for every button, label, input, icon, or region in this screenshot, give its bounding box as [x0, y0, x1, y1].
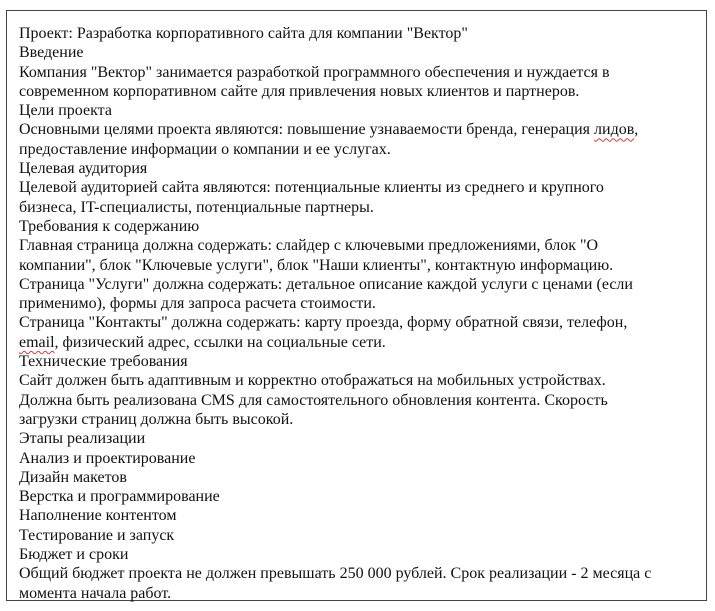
technical-requirements-line: Сайт должен быть адаптивным и корректно отображаться на мобильных устройствах. — [19, 372, 606, 390]
content-requirements-line: Главная страница должна содержать: слайдер с ключевыми предложениями, блок "О — [19, 237, 599, 255]
technical-requirements-line: Должна быть реализована CMS для самостоятельного обновления контента. Скорость — [19, 391, 608, 409]
technical-requirements-line: загрузки страниц должна быть высокой. — [19, 410, 294, 428]
goals-line: предоставление информации о компании и ее услугах. — [19, 140, 391, 158]
content-requirements-line — [19, 333, 709, 352]
content-requirements-line: применимо), формы для запроса расчета стоимости. — [19, 295, 376, 313]
audience-line: бизнеса, IT-специалисты, потенциальные партнеры. — [19, 198, 374, 216]
introduction-line: современном корпоративном сайте для привлечения новых клиентов и партнеров. — [19, 82, 580, 100]
stage-item: Дизайн макетов — [19, 468, 127, 486]
text-run: Основными целями проекта являются: повышение узнаваемости бренда, генерация — [19, 121, 595, 139]
content-requirements-line: Страница "Контакты" должна содержать: карту проезда, форму обратной связи, телефон, — [19, 314, 628, 332]
spellcheck-flagged-word[interactable]: email — [19, 333, 55, 351]
section-heading-stages: Этапы реализации — [19, 430, 146, 448]
stage-item: Наполнение контентом — [19, 507, 177, 525]
introduction-line: Компания "Вектор" занимается разработкой программного обеспечения и нуждается в — [19, 63, 610, 81]
content-requirements-line: Страница "Услуги" должна содержать: детальное описание каждой услуги с ценами (если — [19, 275, 633, 293]
text-run: , — [634, 121, 639, 139]
section-heading-budget: Бюджет и сроки — [19, 546, 129, 564]
content-requirements-line: компании", блок "Ключевые услуги", блок "Наши клиенты", контактную информацию. — [19, 256, 614, 274]
stage-item: Тестирование и запуск — [19, 526, 175, 544]
document-text — [19, 24, 709, 603]
project-title-line: Проект: Разработка корпоративного сайта для компании "Вектор" — [19, 25, 468, 42]
stage-item: Анализ и проектирование — [19, 449, 196, 467]
section-heading-technical-requirements: Технические требования — [19, 353, 188, 371]
audience-line: Целевой аудиторией сайта являются: потенциальные клиенты из среднего и крупного — [19, 179, 604, 197]
section-heading-content-requirements: Требования к содержанию — [19, 217, 200, 235]
section-heading-goals: Цели проекта — [19, 102, 112, 120]
budget-line: Общий бюджет проекта не должен превышать 250 000 рублей. Срок реализации - 2 месяца с — [19, 565, 652, 583]
section-heading-audience: Целевая аудитория — [19, 160, 148, 178]
goals-line — [19, 120, 709, 139]
spellcheck-flagged-word[interactable]: лидов — [594, 121, 635, 139]
stage-item: Верстка и программирование — [19, 488, 220, 506]
section-heading-introduction: Введение — [19, 44, 84, 62]
document-frame — [6, 10, 707, 601]
budget-line: момента начала работ. — [19, 584, 172, 602]
text-run: , физический адрес, ссылки на социальные сети. — [54, 333, 386, 351]
